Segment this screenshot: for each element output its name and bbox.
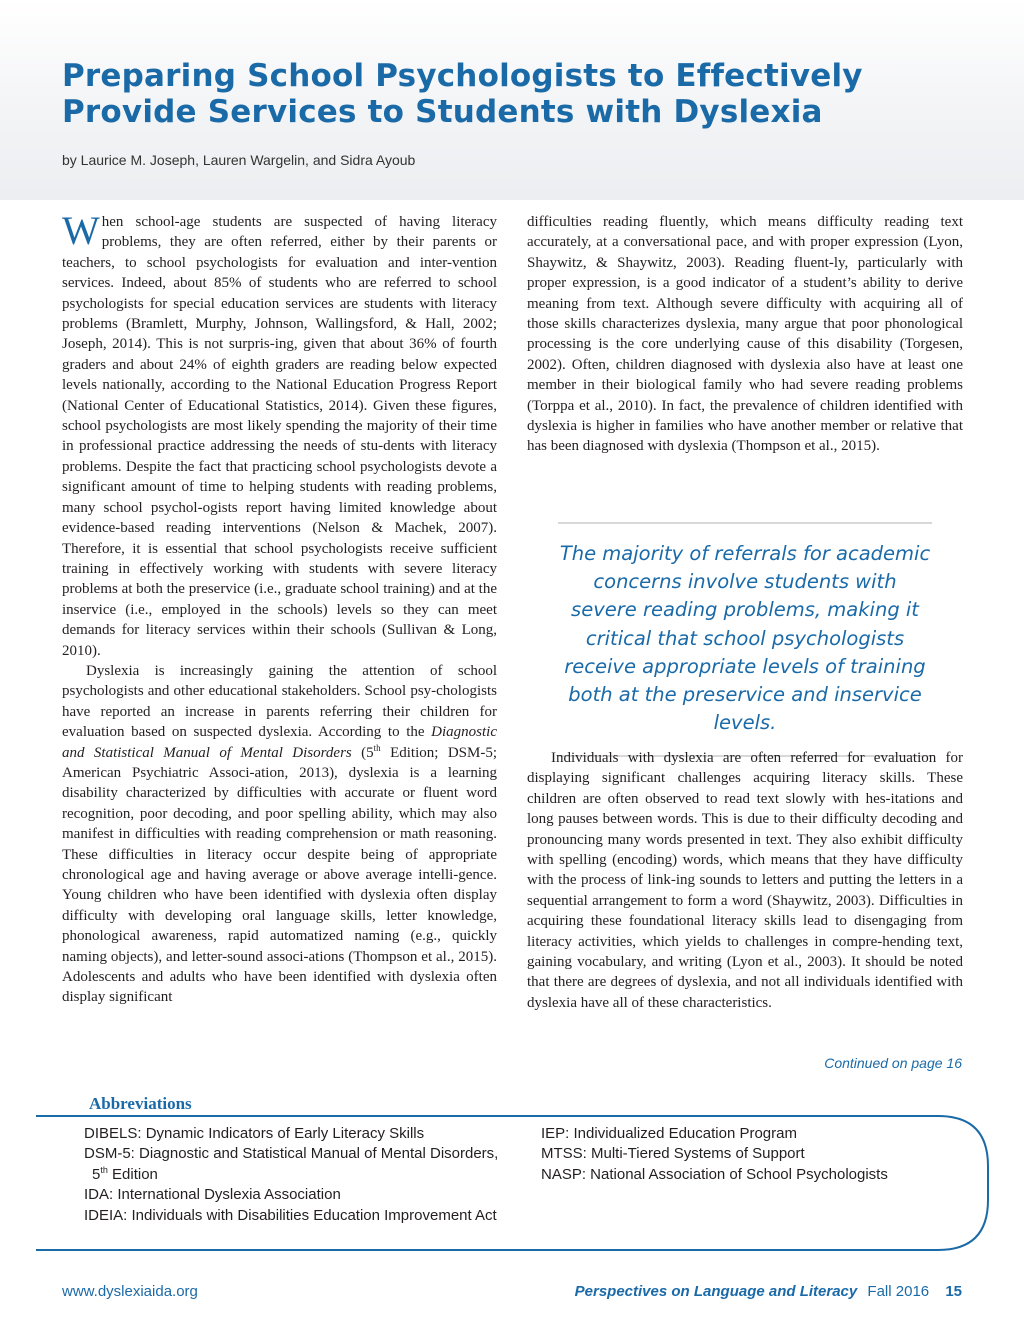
- right-column-top: [527, 212, 963, 457]
- abbreviation-ideia: IDEIA: Individuals with Disabilities Education Improvement Act: [84, 1206, 497, 1224]
- abbreviation-dsm-edition: Edition: [107, 1165, 158, 1183]
- superscript: th: [373, 742, 381, 753]
- drop-cap: W: [62, 208, 100, 253]
- abbreviations-left-list: [84, 1124, 504, 1226]
- abbreviation-ida: IDA: International Dyslexia Association: [84, 1186, 341, 1204]
- abbreviation-dsm-text: DSM-5: Diagnostic and Statistical Manual of Mental Disorders, 5: [84, 1145, 499, 1183]
- abbreviations-title: Abbreviations: [84, 1094, 197, 1114]
- left-paragraph-1-text: hen school-age students are suspected of having literacy problems, they are often referred, either by their parents or teachers, to school psychologists for evaluation and inter-vention services. Indeed, about 85% of students who are referred to school psychologists for special education services are students with literacy problems (Bramlett, Murphy, Johnson, Wallingsford, & Hall, 2002; Joseph, 2014). This is not surpris-ing, given that about 36% of fourth graders and about 24% of eighth graders are reading below expected levels nationally, according to the National Education Progress Report (National Center of Educational Statistics, 2014). Given these figures, school psychologists are most likely spending the majority of their time in professional practice addressing the needs of stu-dents with literacy problems. Despite the fact that practicing school psychologists devote a significant amount of time to helping students with reading problems, many school psychol-ogists report having limited knowledge about evidence-based reading interventions (Nelson & Machek, 2007). Therefore, it is essential that school psychologists receive sufficient training in effectively working with students with severe literacy problems at both the preservice (i.e., graduate school training) and at the inservice (i.e., employed in the schools) levels so they can meet demands for literacy services within their schools (Sullivan & Long, 2010).: [62, 214, 497, 659]
- pull-quote: The majority of referrals for academic concerns involve students with severe reading problems, making it critical that school psychologists receive appropriate levels of training both at the preservice and inservice levels.: [558, 522, 932, 757]
- right-column-bottom: [527, 748, 963, 1013]
- right-paragraph-2: Individuals with dyslexia are often referred for evaluation for displaying significant challenges acquiring literacy skills. These children are often observed to read text slowly with hes-itations and long pauses between words. This is due to their difficulty decoding and pronouncing many words presented in text. They also exhibit difficulty with spelling (encoding) words, which means that they have difficulty with the process of link-ing sounds to letters and putting the letters in a sequential arrangement to form a word (Shaywitz, 2003). Difficulties in acquiring these foundational literacy skills lead to disengaging from literacy activities, which yields to challenges in compre-hending text, gaining vocabulary, and writing (Lyon et al., 2003). It should be noted that there are degrees of dyslexia, and not all individuals identified with dyslexia have all of these characteristics.: [527, 750, 963, 1011]
- footer-url[interactable]: www.dyslexiaida.org: [62, 1283, 198, 1300]
- left-paragraph-1: [62, 208, 497, 661]
- left-column: [62, 208, 497, 1008]
- article-title-line-1: Preparing School Psychologists to Effectively: [62, 58, 863, 94]
- left-paragraph-2-text-b: (5: [351, 744, 374, 761]
- abbreviation-nasp: NASP: National Association of School Psychologists: [541, 1165, 888, 1183]
- abbreviation-dsm: [84, 1144, 504, 1185]
- right-paragraph-1: difficulties reading fluently, which means difficulty reading text accurately, at a conversational pace, and with proper expression (Lyon, Shaywitz, & Shaywitz, 2003). Reading fluent-ly, particularly with proper expression, is a good indicator of a student’s ability to derive meaning from text. Although severe difficulty with acquiring all of those skills characterizes dyslexia, many argue that poor phonological processing is the core underlying cause of this disability (Torgesen, 2002). Often, children diagnosed with dyslexia also have at least one member in their biological family who had severe reading problems (Torppa et al., 2010). In fact, the prevalence of children identified with dyslexia is higher in families who have another member or relative that has been diagnosed with dyslexia (Thompson et al., 2015).: [527, 214, 963, 455]
- left-paragraph-2-text-a: Dyslexia is increasingly gaining the attention of school psychologists and other educational stakeholders. School psy-chologists have reported an increase in parents referring their children for evaluation based on suspected dyslexia. According to the: [62, 662, 497, 741]
- footer-issue: Fall 2016: [867, 1283, 930, 1300]
- abbreviation-mtss: MTSS: Multi-Tiered Systems of Support: [541, 1145, 805, 1163]
- continued-note[interactable]: Continued on page 16: [824, 1055, 962, 1071]
- article-title-line-2: Provide Services to Students with Dyslexia: [62, 94, 823, 130]
- left-paragraph-2-text-c: Edition; DSM-5; American Psychiatric Associ-ation, 2013), dyslexia is a learning disability characterized by difficulties with accurate or fluent word recognition, poor decoding, and poor spelling ability, which may also manifest in difficulties with reading comprehension or math reasoning. These difficulties in literacy occur despite being of appropriate chronological age and having average or above average intelli-gence. Young children who have been identified with dyslexia often display difficulty with developing oral language skills, letter knowledge, phonological awareness, rapid automatized naming (e.g., quickly naming objects), and letter-sound associ-ations (Thompson et al., 2015). Adolescents and adults who have been identified with dyslexia often display significant: [62, 744, 497, 1006]
- abbreviation-iep: IEP: Individualized Education Program: [541, 1125, 797, 1142]
- abbreviations-right-list: [541, 1124, 961, 1185]
- left-paragraph-2: [62, 661, 497, 1008]
- footer-publication: [575, 1283, 962, 1300]
- byline: by Laurice M. Joseph, Lauren Wargelin, and Sidra Ayoub: [62, 152, 416, 168]
- footer-journal: Perspectives on Language and Literacy: [574, 1283, 858, 1300]
- abbreviation-dibels: DIBELS: Dynamic Indicators of Early Literacy Skills: [84, 1125, 425, 1142]
- dsm-title: Diagnostic and Statistical Manual of Mental Disorders: [62, 724, 497, 761]
- article-title: [62, 58, 962, 130]
- page-number: 15: [945, 1283, 962, 1300]
- superscript: th: [100, 1164, 108, 1175]
